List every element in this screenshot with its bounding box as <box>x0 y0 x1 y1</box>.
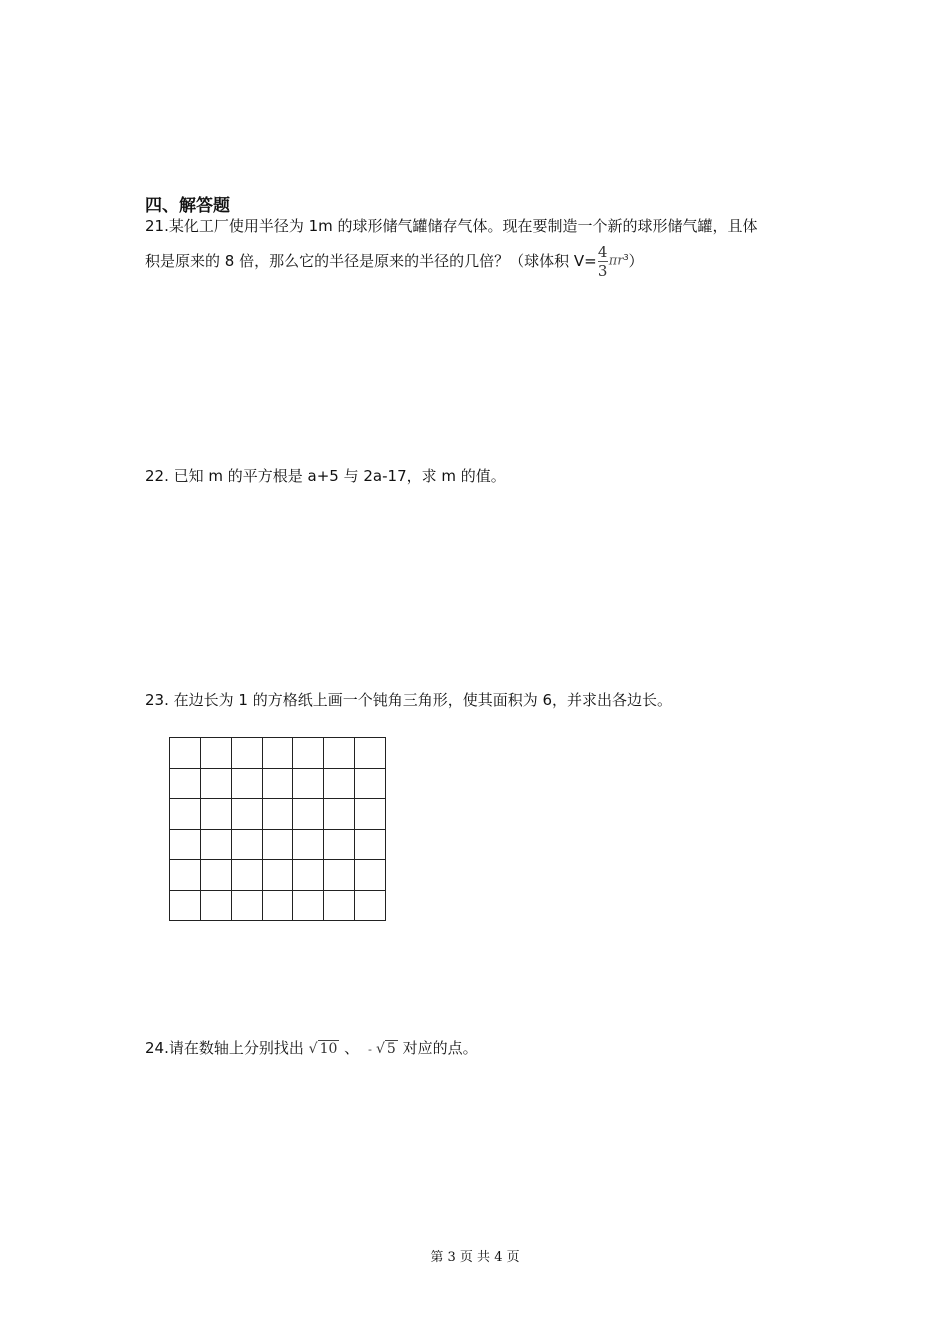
sphere-volume-fraction <box>598 244 608 279</box>
question-21-close-paren: ） <box>628 252 644 270</box>
grid-cell <box>200 799 231 830</box>
grid-cell <box>200 768 231 799</box>
grid-cell <box>355 829 386 860</box>
grid-cell <box>293 890 324 921</box>
grid-cell <box>231 890 262 921</box>
grid-cell <box>231 829 262 860</box>
grid-cell <box>170 768 201 799</box>
grid-cell <box>324 738 355 769</box>
question-24 <box>145 1038 478 1060</box>
sqrt-10: √ 10 <box>308 1041 338 1057</box>
section-heading: 四、解答题 <box>145 196 230 216</box>
grid-cell <box>262 768 293 799</box>
grid-cell <box>293 799 324 830</box>
grid-cell <box>262 738 293 769</box>
grid-cell <box>324 799 355 830</box>
grid-cell <box>231 799 262 830</box>
grid-cell <box>231 738 262 769</box>
sqrt-10-radicand: 10 <box>319 1041 338 1057</box>
sqrt-5-radicand: 5 <box>386 1041 396 1057</box>
question-21-line-2 <box>145 244 644 279</box>
grid-cell <box>324 768 355 799</box>
fraction-numerator: 4 <box>597 243 608 261</box>
grid-cell <box>262 890 293 921</box>
grid-cell <box>293 738 324 769</box>
grid-cell <box>200 738 231 769</box>
grid-row <box>170 768 386 799</box>
question-22: 22. 已知 m 的平方根是 a+5 与 2a-17，求 m 的值。 <box>145 467 506 485</box>
grid-row <box>170 890 386 921</box>
grid-cell <box>324 860 355 891</box>
question-21-line-1: 21.某化工厂使用半径为 1m 的球形储气罐储存气体。现在要制造一个新的球形储气罐，且体 <box>145 217 758 235</box>
grid-cell <box>200 860 231 891</box>
question-24-prefix: 24.请在数轴上分别找出 <box>145 1039 304 1057</box>
grid-cell <box>293 768 324 799</box>
grid-cell <box>231 768 262 799</box>
grid-cell <box>170 890 201 921</box>
grid-cell <box>170 738 201 769</box>
grid-cell <box>355 768 386 799</box>
grid-row <box>170 829 386 860</box>
grid-cell <box>262 799 293 830</box>
grid-cell <box>262 829 293 860</box>
grid-cell <box>355 738 386 769</box>
grid-cell <box>293 860 324 891</box>
grid-cell <box>355 860 386 891</box>
grid-cell <box>231 860 262 891</box>
grid-cell <box>293 829 324 860</box>
page-footer: 第 3 页 共 4 页 <box>430 1250 520 1265</box>
grid-cell <box>324 890 355 921</box>
exponent: 3 <box>623 253 629 262</box>
separator: 、 <box>344 1039 360 1057</box>
question-21-line-2-text: 积是原来的 8 倍，那么它的半径是原来的半径的几倍？（球体积 V= <box>145 252 597 270</box>
grid-cell <box>200 890 231 921</box>
grid-cell <box>170 829 201 860</box>
pi-r-term: πr <box>608 253 624 269</box>
grid-row <box>170 860 386 891</box>
question-23: 23. 在边长为 1 的方格纸上画一个钝角三角形，使其面积为 6，并求出各边长。 <box>145 691 673 709</box>
grid-cell <box>262 860 293 891</box>
grid-cell <box>355 890 386 921</box>
grid-cell <box>170 799 201 830</box>
sqrt-5: √ 5 <box>375 1041 396 1057</box>
grid-cell <box>170 860 201 891</box>
grid-cell <box>355 799 386 830</box>
question-24-suffix: 对应的点。 <box>402 1039 478 1057</box>
fraction-denominator: 3 <box>597 262 608 280</box>
grid-cell <box>200 829 231 860</box>
grid-row <box>170 799 386 830</box>
grid-cell <box>324 829 355 860</box>
grid-row <box>170 738 386 769</box>
minus-sign: - <box>367 1043 372 1056</box>
square-grid-paper <box>169 737 386 921</box>
